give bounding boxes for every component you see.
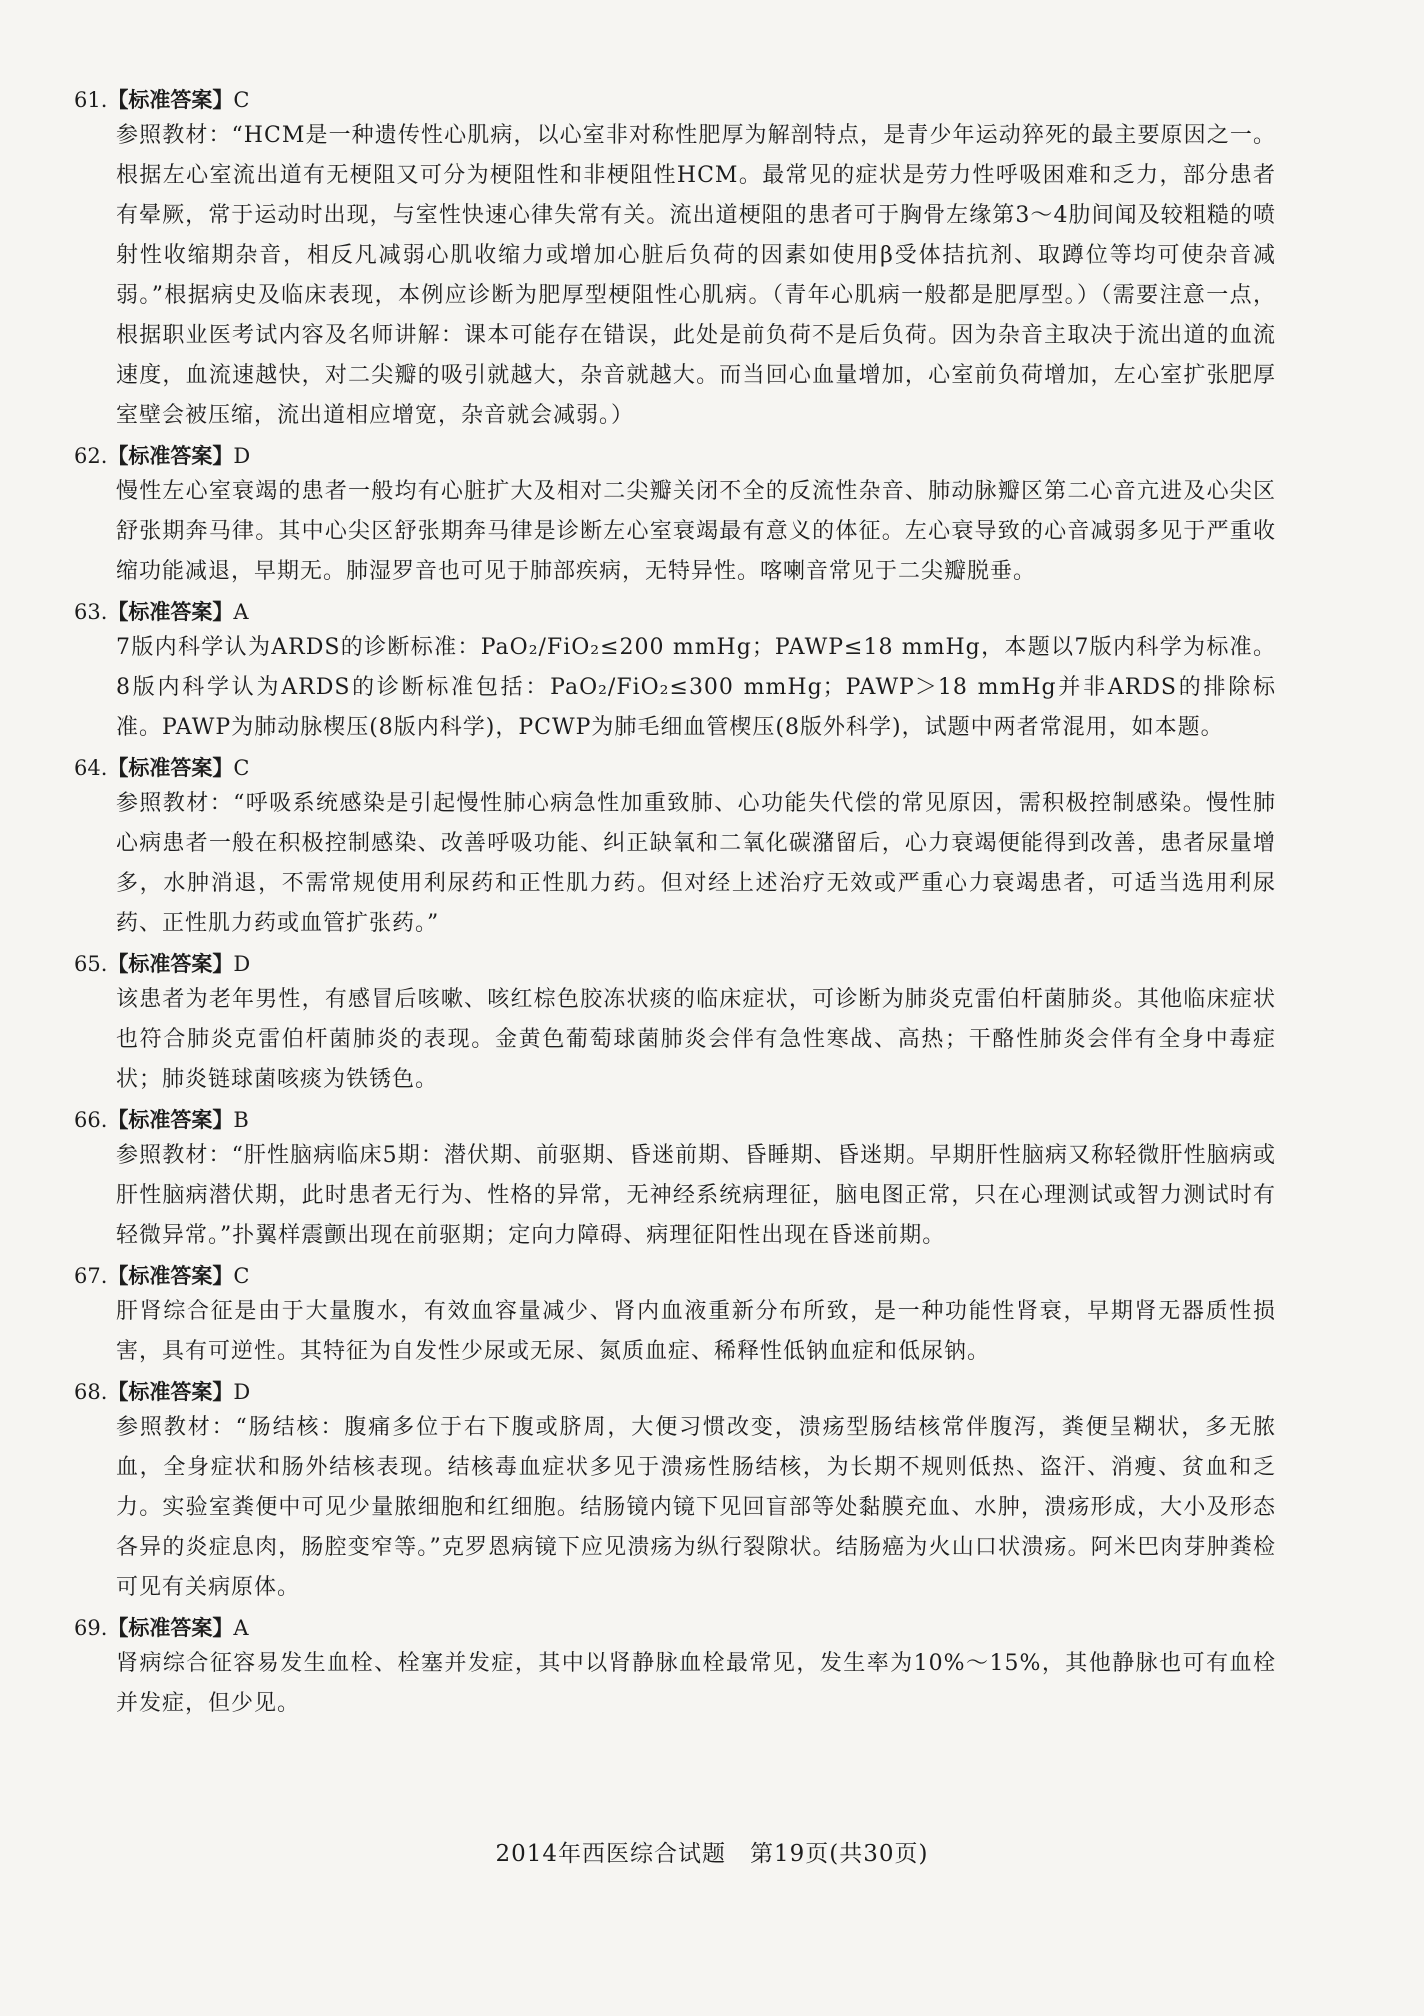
answer-heading (74, 596, 1276, 628)
answer-heading (74, 84, 1276, 116)
question-number: 66. (74, 1108, 108, 1132)
answer-tag: 【标准答案】 (107, 1108, 234, 1132)
question-number: 69. (74, 1616, 108, 1640)
answer-item-64 (74, 752, 1276, 944)
answer-item-66 (74, 1104, 1276, 1256)
question-number: 61. (74, 88, 108, 112)
answer-tag: 【标准答案】 (107, 1616, 234, 1640)
answer-tag: 【标准答案】 (107, 600, 234, 624)
answer-letter: B (233, 1108, 249, 1132)
answer-letter: D (233, 952, 251, 976)
explanation-text: 该患者为老年男性，有感冒后咳嗽、咳红棕色胶冻状痰的临床症状，可诊断为肺炎克雷伯杆菌肺炎。其他临床症状也符合肺炎克雷伯杆菌肺炎的表现。金黄色葡萄球菌肺炎会伴有急性寒战、高热；干酪性肺炎会伴有全身中毒症状；肺炎链球菌咳痰为铁锈色。 (116, 987, 1276, 1092)
explanation-text: 肝肾综合征是由于大量腹水，有效血容量减少、肾内血液重新分布所致，是一种功能性肾衰，早期肾无器质性损害，具有可逆性。其特征为自发性少尿或无尿、氮质血症、稀释性低钠血症和低尿钠。 (116, 1299, 1276, 1364)
answer-heading (74, 1376, 1276, 1408)
explanation-text: 肾病综合征容易发生血栓、栓塞并发症，其中以肾静脉血栓最常见，发生率为10%～15%，其他静脉也可有血栓并发症，但少见。 (116, 1651, 1276, 1716)
answer-item-68 (74, 1376, 1276, 1608)
answer-item-61 (74, 84, 1276, 436)
answer-item-69 (74, 1612, 1276, 1724)
answer-tag: 【标准答案】 (107, 952, 234, 976)
explanation-text: 慢性左心室衰竭的患者一般均有心脏扩大及相对二尖瓣关闭不全的反流性杂音、肺动脉瓣区第二心音亢进及心尖区舒张期奔马律。其中心尖区舒张期奔马律是诊断左心室衰竭最有意义的体征。左心衰导致的心音减弱多见于严重收缩功能减退，早期无。肺湿罗音也可见于肺部疾病，无特异性。喀喇音常见于二尖瓣脱垂。 (116, 479, 1276, 584)
answer-heading (74, 948, 1276, 980)
answer-heading (74, 1612, 1276, 1644)
answer-tag: 【标准答案】 (107, 1264, 234, 1288)
answer-letter: C (233, 1264, 250, 1288)
answer-heading (74, 1260, 1276, 1292)
question-number: 63. (74, 600, 108, 624)
answer-tag: 【标准答案】 (107, 1380, 234, 1404)
explanation-text: 参照教材：“HCM是一种遗传性心肌病，以心室非对称性肥厚为解剖特点，是青少年运动猝死的最主要原因之一。根据左心室流出道有无梗阻又可分为梗阻性和非梗阻性HCM。最常见的症状是劳力性呼吸困难和乏力，部分患者有晕厥，常于运动时出现，与室性快速心律失常有关。流出道梗阻的患者可于胸骨左缘第3～4肋间闻及较粗糙的喷射性收缩期杂音，相反凡减弱心肌收缩力或增加心脏后负荷的因素如使用β受体拮抗剂、取蹲位等均可使杂音减弱。”根据病史及临床表现，本例应诊断为肥厚型梗阻性心肌病。（青年心肌病一般都是肥厚型。）（需要注意一点，根据职业医考试内容及名师讲解：课本可能存在错误，此处是前负荷不是后负荷。因为杂音主取决于流出道的血流速度，血流速越快，对二尖瓣的吸引就越大，杂音就越大。而当回心血量增加，心室前负荷增加，左心室扩张肥厚室壁会被压缩，流出道相应增宽，杂音就会减弱。） (116, 123, 1276, 428)
question-number: 64. (74, 756, 108, 780)
answer-letter: A (233, 600, 249, 624)
answer-tag: 【标准答案】 (107, 88, 234, 112)
question-number: 62. (74, 444, 108, 468)
answer-letter: C (233, 756, 250, 780)
explanation-text: 参照教材：“呼吸系统感染是引起慢性肺心病急性加重致肺、心功能失代偿的常见原因，需积极控制感染。慢性肺心病患者一般在积极控制感染、改善呼吸功能、纠正缺氧和二氧化碳潴留后，心力衰竭便能得到改善，患者尿量增多，水肿消退，不需常规使用利尿药和正性肌力药。但对经上述治疗无效或严重心力衰竭患者，可适当选用利尿药、正性肌力药或血管扩张药。” (116, 791, 1276, 936)
answer-letter: C (233, 88, 250, 112)
explanation-text: 7版内科学认为ARDS的诊断标准：PaO₂/FiO₂≤200 mmHg；PAWP≤18 mmHg，本题以7版内科学为标准。8版内科学认为ARDS的诊断标准包括：PaO₂/FiO₂≤300 mmHg；PAWP＞18 mmHg并非ARDS的排除标准。PAWP为肺动脉楔压(8版内科学)，PCWP为肺毛细血管楔压(8版外科学)，试题中两者常混用，如本题。 (116, 635, 1276, 740)
answer-heading (74, 440, 1276, 472)
answer-item-62 (74, 440, 1276, 592)
answer-heading (74, 1104, 1276, 1136)
answer-heading (74, 752, 1276, 784)
question-number: 68. (74, 1380, 108, 1404)
answer-tag: 【标准答案】 (107, 756, 234, 780)
explanation-text: 参照教材：“肝性脑病临床5期：潜伏期、前驱期、昏迷前期、昏睡期、昏迷期。早期肝性脑病又称轻微肝性脑病或肝性脑病潜伏期，此时患者无行为、性格的异常，无神经系统病理征，脑电图正常，只在心理测试或智力测试时有轻微异常。”扑翼样震颤出现在前驱期；定向力障碍、病理征阳性出现在昏迷前期。 (116, 1143, 1276, 1248)
answer-item-63 (74, 596, 1276, 748)
explanation-text: 参照教材：“肠结核：腹痛多位于右下腹或脐周，大便习惯改变，溃疡型肠结核常伴腹泻，粪便呈糊状，多无脓血，全身症状和肠外结核表现。结核毒血症状多见于溃疡性肠结核，为长期不规则低热、盗汗、消瘦、贫血和乏力。实验室粪便中可见少量脓细胞和红细胞。结肠镜内镜下见回盲部等处黏膜充血、水肿，溃疡形成，大小及形态各异的炎症息肉，肠腔变窄等。”克罗恩病镜下应见溃疡为纵行裂隙状。结肠癌为火山口状溃疡。阿米巴肉芽肿粪检可见有关病原体。 (116, 1415, 1276, 1600)
page-footer: 2014年西医综合试题 第19页(共30页) (495, 1841, 929, 1867)
answer-letter: D (233, 444, 251, 468)
answer-tag: 【标准答案】 (107, 444, 234, 468)
answer-item-65 (74, 948, 1276, 1100)
answer-item-67 (74, 1260, 1276, 1372)
answer-letter: A (233, 1616, 249, 1640)
answer-letter: D (233, 1380, 251, 1404)
question-number: 65. (74, 952, 108, 976)
question-number: 67. (74, 1264, 108, 1288)
